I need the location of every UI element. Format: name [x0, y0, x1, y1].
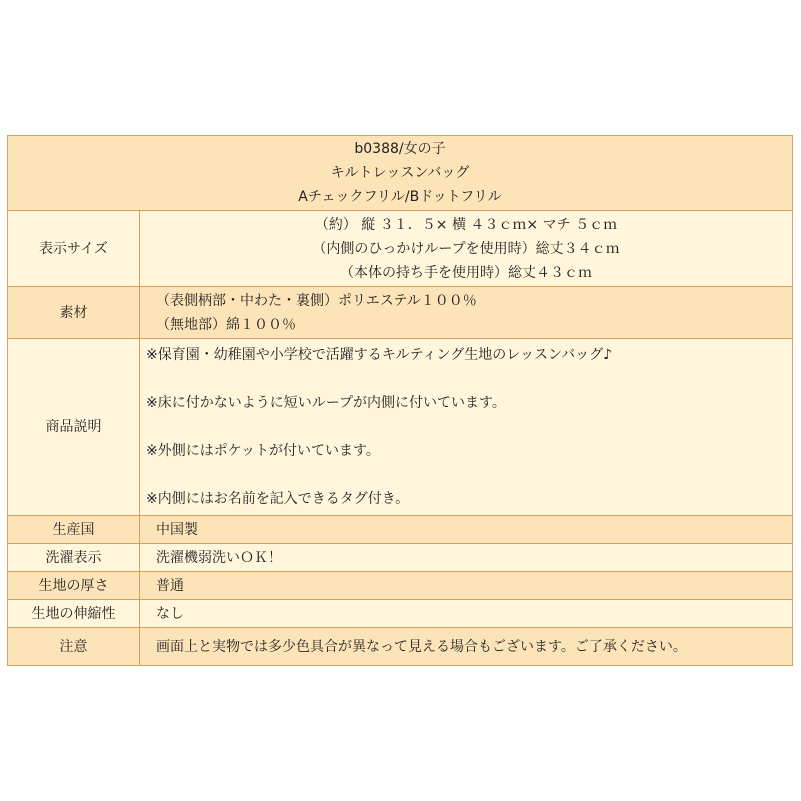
- thickness-value: 普通: [140, 572, 793, 600]
- description-line-3: ※外側にはポケットが付いています。: [146, 443, 380, 459]
- note-row: [8, 628, 793, 666]
- product-title: [8, 136, 793, 211]
- description-label: 商品説明: [8, 339, 140, 516]
- material-label: 素材: [8, 287, 140, 339]
- product-code: b0388/女の子: [354, 141, 446, 157]
- size-label: 表示サイズ: [8, 211, 140, 287]
- origin-label: 生産国: [8, 516, 140, 544]
- product-variants: Aチェックフリル/Bドットフリル: [298, 189, 502, 205]
- product-name: キルトレッスンバッグ: [330, 165, 470, 181]
- stretch-value: なし: [140, 600, 793, 628]
- description-row: [8, 339, 793, 516]
- stretch-row: [8, 600, 793, 628]
- size-row: [8, 211, 793, 287]
- material-line-2: （無地部）綿１００％: [156, 316, 296, 333]
- product-spec-table: [7, 135, 793, 666]
- size-line-2: （内側のひっかけループを使用時）総丈３４ｃｍ: [312, 240, 620, 257]
- size-value: [140, 211, 793, 287]
- thickness-row: [8, 572, 793, 600]
- note-value: 画面上と実物では多少色具合が異なって見える場合もございます。ご了承ください。: [140, 628, 793, 666]
- washing-value: 洗濯機弱洗いＯＫ！: [140, 544, 793, 572]
- washing-row: [8, 544, 793, 572]
- description-line-1: ※保育園・幼稚園や小学校で活躍するキルティング生地のレッスンバッグ♪: [146, 347, 613, 363]
- stretch-label: 生地の伸縮性: [8, 600, 140, 628]
- description-line-4: ※内側にはお名前を記入できるタグ付き。: [146, 491, 410, 507]
- material-line-1: （表側柄部・中わた・裏側）ポリエステル１００％: [156, 292, 477, 309]
- size-line-1: （約） 縦 ３１．５× 横 ４３ｃｍ× マチ ５ｃｍ: [314, 216, 618, 233]
- origin-row: [8, 516, 793, 544]
- description-value: [140, 339, 793, 516]
- note-label: 注意: [8, 628, 140, 666]
- washing-label: 洗濯表示: [8, 544, 140, 572]
- material-value: [140, 287, 793, 339]
- origin-value: 中国製: [140, 516, 793, 544]
- material-row: [8, 287, 793, 339]
- title-row: [8, 136, 793, 211]
- size-line-3: （本体の持ち手を使用時）総丈４３ｃｍ: [340, 264, 592, 281]
- thickness-label: 生地の厚さ: [8, 572, 140, 600]
- description-line-2: ※床に付かないように短いループが内側に付いています。: [146, 395, 506, 411]
